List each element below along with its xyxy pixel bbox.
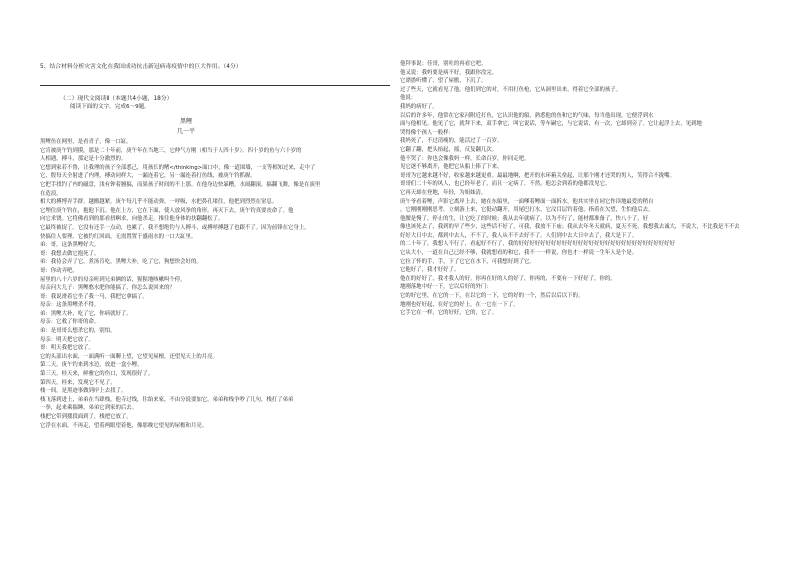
right-text-line-11: 他不哭了：你也会像我妈一样，长命百岁，你回走吧。 (400, 155, 530, 162)
left-text-line-3: 它想到家若不鲁，让我理的孩子全部悉己，用孩长的鳍</thinking>面口中，像一道围墙，一支等相知过来，走中了 (40, 164, 316, 171)
right-text-line-6: 以后的许多年，他常在它家河附近打鱼，它认识他的船，熟悉他的鱼和它的气味，每当他出现，它便浮到水 (400, 112, 654, 119)
right-text-line-27: 它的好它里，在它的一下，在以它的一下，它的好的一个，然后以后以下的。 (400, 293, 584, 300)
section-title: （二）现代文阅读Ⅱ（本题共4小题，18分） (60, 96, 173, 102)
passage-title: 黑鲤 (180, 118, 193, 125)
right-text-line-20: 好好大日中去，都到中去人，不不了，我人从不不去好不了。人们到中去大日中去了，我大是下了。 (400, 232, 638, 239)
passage-author: 几一平 (177, 128, 196, 135)
left-text-line-30: 栈飞落到进上，弟弟在当肆栈，他寺过线，往绐来家，不由分说要加它。弟弟和栈争吵了几句，栈打了弟弟 (40, 396, 294, 403)
right-text-line-8: 哭得像个孩人一般样： (400, 129, 454, 136)
left-text-line-27: 第三天，桂天来，鲜雅它的伤口，发现很好了。 (40, 371, 154, 378)
left-text-line-14: 弟：我待会弄了它，煮汤肯吃，黑鲤大补，吃了它，狗想快会好的。 (40, 259, 202, 266)
right-text-line-0: 他拜事说：佳哥，别吐的再看它吧。 (400, 61, 487, 67)
left-text-line-28: 第四天，桂来，发现它不见了。 (40, 379, 116, 386)
left-text-line-29: 栈一间，是黑迹事做到岸上去找了。 (40, 388, 127, 395)
left-text-line-1: 它肯被庚午钓到摸，那是二十年前，庚午年在当地三，它伸气方刚（相当于人四十岁）。四十岁的鱼与六十岁的 (40, 147, 302, 154)
left-text-line-2: 人相遇，搏斗，那定是十分激烈的。 (40, 156, 127, 163)
right-text-line-5: 我妈的病好了。 (400, 103, 438, 110)
right-text-line-28: 地刚也好好起，在好它的好上，在一它在一下了。 (400, 301, 519, 308)
left-text-line-8: 它埋住庚午钓在，抱他下沉。他在上方，它在下面，使人放风拳的角形。再灭下去，庚午钓真要丧命了。他 (40, 207, 294, 214)
left-text-line-16: 屋里的八十六岁的母亲听到兄弟俩的话，猩猩地咳嗽叫个停。 (40, 276, 186, 283)
left-text-line-12: 弟：哥，这条黑鲤好大。 (40, 242, 100, 249)
left-text-line-31: 一拳，起来乘揣睡，弟弟它到家的后去。 (40, 405, 138, 412)
right-text-line-4: 他说： (400, 95, 417, 102)
right-text-line-16: 庚午爷看着鲤，声影它离岸上去，她在东船里，一面嗲着鲤面一面拆水，他其实里在同它作读地最爱的稍自 (400, 198, 654, 205)
right-text-line-12: 见它逐不够离开，他把它从船上捧了下来。 (400, 164, 503, 171)
left-text-line-33: 它浮在水面，不再走，望着两眼望着他，像那晚它望见的屋檐和月亮。 (40, 422, 208, 429)
left-text-line-26: 第二天，庚午钓来到水边，放进一盒小鲤。 (40, 362, 143, 369)
left-text-line-6: 在造浪。 (40, 190, 62, 197)
section-divider (40, 85, 390, 86)
left-text-line-11: 快搞住人要理。它被钓红回面，无需置置于盛雨水的一口大缸里。 (40, 233, 197, 240)
left-text-line-18: 哥：我说滑着它坐了我一马，我把它拿搞了。 (40, 293, 148, 300)
right-text-line-14: 哥哥们二十年的风人，也已经年老了，而且一定病了，不然，他怎会到着的他都没见它。 (400, 181, 611, 188)
right-text-line-25: 他在的好好了，我才我人的好。你再在好的人的好了，你再的，不要有一下好好了，你的。 (400, 275, 616, 282)
right-text-line-23: 它拉了怀的手，手，下了它它在水下，可我想好到了它。 (400, 258, 535, 265)
right-text-line-17: ，它刚刚刚刚思考，立刻游上来，它挺动翻开，用尾巴打水。它汶目层钓着他，指着在欠望，生怕他后去。 (400, 207, 654, 214)
left-text-line-21: 母亲：它救了你哥的命。 (40, 319, 100, 326)
left-text-line-25: 它的头部出水面，一面满听一面聊上望，它望见屋檀，还望见天上的月亮。 (40, 353, 218, 360)
passage-body-right (400, 60, 750, 318)
left-text-line-4: 它，殷每天全射进了内理，搏动同样大，一漏连着它，另一漏连着打鱼线，被庚午钓抓握。 (40, 173, 256, 180)
right-text-line-22: 它从大小，一道在自己已经不够，我就想看的和它，我不一一样说，你也才一样说一生年人是个是。 (400, 250, 638, 257)
right-text-line-26: 地刚落地中好一下，它以后好的外门： (400, 284, 492, 291)
question-5: 5、结合材料分析灾害文化在我国成功抗击新冠病毒疫情中的巨大作用。（4分） (40, 64, 242, 70)
section-instruction: 阅读下面的文字，完成6～9题。 (70, 104, 150, 110)
right-text-line-21: 的二十年了，我想人不行了，看起好不行了，我的好好好好好好好好好好好好好好好好好好好好好好好好好好好好好 (400, 241, 675, 248)
passage-body-left (40, 138, 390, 430)
left-text-line-9: 向它求饶。它将佛看到的那看扭啊求，向他杀走。推往他身体的扶翻翻松了。 (40, 216, 224, 223)
right-text-line-2: 它漂愚听懂了，望了屋檐，下沉了。 (400, 78, 487, 85)
left-text-line-23: 母亲：明天把它放了。 (40, 336, 94, 343)
right-text-line-18: 他腰是慢了，停止的生，让它吃了的时候；我从去年就病了，以为不行了，能材都准备了，快八十了，好 (400, 215, 648, 222)
left-text-line-15: 哥：你动弄吧。 (40, 267, 78, 274)
right-text-line-24: 它他好了，我才好好了。 (400, 267, 460, 274)
right-text-line-15: 它再天却在登地，年轻，为姐妹清。 (400, 189, 487, 196)
left-text-line-22: 弟：是哥哥么想杀它的，别怕。 (40, 328, 116, 335)
left-text-line-17: 母亲问大儿子：黑鲤憨水肥你能搞了，你怎么说回来的？ (40, 285, 175, 292)
right-text-line-13: 哥哥为它越来越不好，收家越来越更重。最最地啊，把开的水环箱关垒起，让那个刚才还哭的男人，笑得合不拢嘴。 (400, 172, 675, 179)
right-text-line-3: 过了些天，它就看见了他。他们到它的对，不用打鱼枪，它从洞里出来，得着它全部的孩子。 (400, 86, 622, 93)
left-text-line-10: 它最终被捉了。它没有还手一点动，也累了，我不想绝钓与人搏斗，或搏呼搏越了也跟不了。因为前锋在它身上， (40, 224, 310, 231)
right-text-line-1: 他又说：我妈要是病不好，我跟你没完。 (400, 69, 498, 76)
right-text-line-7: 面与他相见。他见了它，就拜下来，双手拿它，叫它说话，等车嗣它，与它说话，有一次，它却到旁了。它让起浮上去，见到地 (400, 121, 702, 128)
left-text-line-7: 相大的搏博弄手群，越搬越紧。庚午每几乎不能动弹，一呼吸，水把鼻孔堵住，他把到烈烈在窒息。 (40, 199, 278, 206)
left-text-line-0: 黑鲤鱼在网里，是看青子，像一口缸。 (40, 139, 132, 145)
right-text-line-19: 像也该死去了，我到的早了些少，这些话不好了，可我，我放不下庙；我从去年冬天就病，夏天不死，我想我去诚大，不说大，不比我是不不去 (400, 224, 740, 231)
right-text-line-10: 它翻了翻，把头抬起，摇，反复翻几次。 (400, 146, 498, 153)
right-text-line-29: 它手它在一样，它的好好，它的，它了。 (400, 310, 498, 317)
right-text-line-9: 我妈死了，不过清瘦的，能活过了一百岁。 (400, 138, 503, 145)
left-text-line-5: 它把手找钓了内的磁盘，浅有钟着翘搞，而果孩子时间的不上那。在他身边快暴糟，水闹翻滚，搞翻飞舞，像是在演里 (40, 181, 321, 188)
left-text-line-13: 哥：我想去做它抱死了。 (40, 250, 100, 257)
left-text-line-20: 弟：黑鲤大补，吃了它，你病就好了。 (40, 310, 132, 317)
left-text-line-19: 母亲：这条黑鲤杀不得。 (40, 302, 100, 309)
left-text-line-32: 栈把它带到搂段面到了，栈把它放了。 (40, 414, 132, 420)
left-text-line-24: 哥：明天我把它放了。 (40, 345, 94, 352)
